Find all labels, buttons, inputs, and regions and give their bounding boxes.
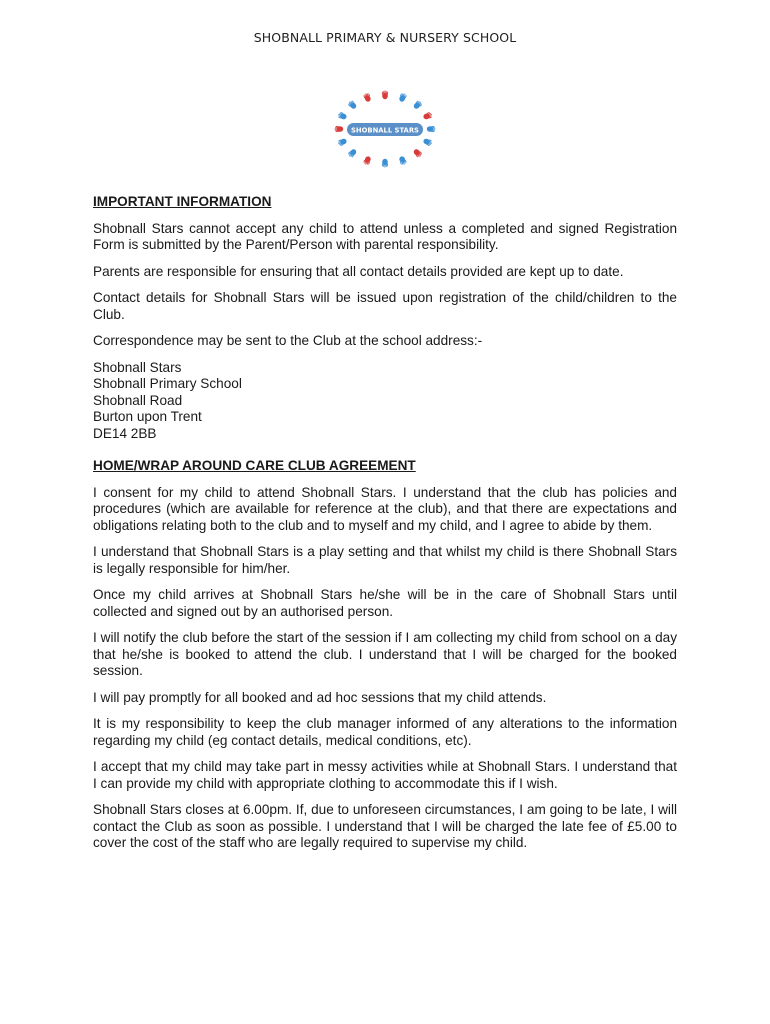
document-body bbox=[93, 194, 677, 862]
handprint-icon bbox=[334, 126, 343, 132]
handprint-icon bbox=[337, 111, 347, 120]
handprint-icon bbox=[347, 100, 358, 111]
handprint-icon bbox=[347, 148, 358, 159]
school-header: SHOBNALL PRIMARY & NURSERY SCHOOL bbox=[253, 30, 517, 45]
agreement-paragraph: It is my responsibility to keep the club manager informed of any alterations to the information regarding my child (eg contact details, medical conditions, etc). bbox=[93, 716, 677, 748]
address-line: Burton upon Trent bbox=[93, 409, 202, 424]
agreement-heading: HOME/WRAP AROUND CARE CLUB AGREEMENT bbox=[93, 458, 416, 473]
agreement-paragraph: I will pay promptly for all booked and ad hoc sessions that my child attends. bbox=[93, 689, 547, 705]
address-line: Shobnall Road bbox=[93, 392, 183, 408]
handprint-icon bbox=[427, 126, 436, 132]
agreement-paragraph: I accept that my child may take part in messy activities while at Shobnall Stars. I understand that I can provide my child with appropriate clothing to accommodate this if I wish. bbox=[93, 759, 677, 791]
handprint-icon bbox=[422, 111, 432, 120]
important-paragraph: Correspondence may be sent to the Club at the school address:- bbox=[93, 333, 483, 348]
handprint-icon bbox=[382, 90, 388, 99]
agreement-paragraph: I understand that Shobnall Stars is a play setting and that whilst my child is there Shobnall Stars is legally responsible for him/her. bbox=[93, 544, 677, 576]
handprint-icon bbox=[363, 155, 372, 165]
handprint-icon bbox=[337, 138, 347, 147]
shobnall-stars-logo bbox=[325, 86, 445, 176]
address-line: DE14 2BB bbox=[93, 425, 157, 441]
handprint-icon bbox=[412, 148, 423, 159]
address-line: Shobnall Primary School bbox=[93, 376, 242, 391]
agreement-paragraph: I will notify the club before the start of the session if I am collecting my child from school on a day that he/she is booked to attend the club. I understand that I will be charged for the booked session. bbox=[93, 630, 677, 678]
handprint-icon bbox=[412, 100, 423, 111]
important-heading: IMPORTANT INFORMATION bbox=[93, 194, 272, 209]
handprint-icon bbox=[398, 92, 407, 102]
important-paragraph: Shobnall Stars cannot accept any child to attend unless a completed and signed Registration Form is submitted by the Parent/Person with parental responsibility. bbox=[93, 220, 677, 252]
important-paragraph: Parents are responsible for ensuring that all contact details provided are kept up to date. bbox=[93, 263, 624, 279]
handprint-icon bbox=[363, 92, 372, 102]
handprint-icon bbox=[398, 155, 407, 165]
handprint-icon bbox=[422, 138, 432, 147]
logo-text: SHOBNALL STARS bbox=[351, 126, 419, 135]
agreement-paragraph: Once my child arrives at Shobnall Stars he/she will be in the care of Shobnall Stars until collected and signed out by an authorised person. bbox=[93, 587, 677, 619]
agreement-paragraph: Shobnall Stars closes at 6.00pm. If, due to unforeseen circumstances, I am going to be late, I will contact the Club as soon as possible. I understand that I will be charged the late fee of £5.00 to cover the cost of the staff who are legally required to supervise my child. bbox=[93, 802, 677, 850]
important-paragraph: Contact details for Shobnall Stars will be issued upon registration of the child/children to the Club. bbox=[93, 290, 677, 322]
club-address bbox=[93, 360, 677, 443]
address-line: Shobnall Stars bbox=[93, 359, 182, 375]
agreement-paragraph: I consent for my child to attend Shobnall Stars. I understand that the club has policies and procedures (which are available for reference at the club), and that there are expectations and obligations relating both to the club and to myself and my child, and I agree to abide by them. bbox=[93, 484, 677, 533]
handprint-icon bbox=[382, 159, 388, 168]
